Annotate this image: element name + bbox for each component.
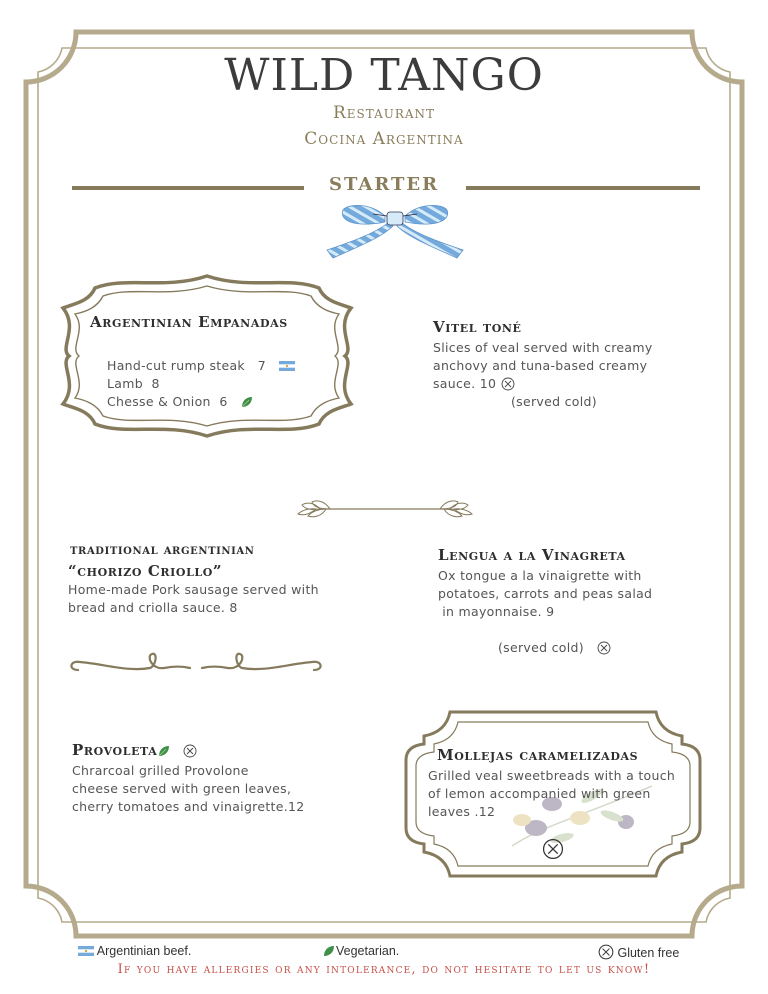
vegetarian-leaf-icon — [157, 744, 171, 758]
ornate-frame — [55, 268, 360, 444]
argentinian-flag-icon — [279, 361, 295, 371]
section-divider-left — [72, 186, 304, 190]
dish-description-line: of lemon accompanied with green — [428, 786, 651, 801]
legend-beef: Argentinian beef. — [78, 944, 191, 958]
dish-title-line: traditional argentinian — [70, 542, 255, 558]
item-label: Chesse & Onion — [107, 394, 211, 409]
restaurant-subtitle: Restaurant — [332, 103, 436, 123]
dish-description-line: leaves .12 — [428, 804, 496, 819]
legend-gluten-free: Gluten free — [598, 944, 679, 960]
item-price: 7 — [257, 358, 267, 373]
menu-item — [107, 357, 295, 375]
ribbon-bow-icon — [325, 200, 465, 262]
dish-description-line: sauce. 10 — [433, 375, 653, 393]
served-cold-note: (served cold) — [511, 394, 597, 409]
argentinian-flag-icon — [78, 946, 94, 956]
dish-description-line: Home-made Pork sausage served with — [68, 582, 319, 597]
dish-title: Provoleta — [72, 741, 305, 759]
dish-description-line: bread and criolla sauce. 8 — [68, 600, 238, 615]
item-label: Lamb — [107, 376, 143, 391]
dish-description-line: anchovy and tuna-based creamy — [433, 358, 648, 373]
flourish-divider-icon — [64, 648, 328, 678]
dish-description-line: in mayonnaise. 9 — [438, 604, 555, 619]
dish-description-line: Grilled veal sweetbreads with a touch — [428, 768, 676, 783]
dish-title: Vitel toné — [433, 318, 522, 336]
gluten-free-icon — [501, 377, 515, 391]
gluten-free-icon — [183, 744, 197, 758]
gluten-free-icon — [597, 641, 611, 655]
item-price: 8 — [151, 376, 160, 391]
dish-description-line: Chrarcoal grilled Provolone — [72, 763, 249, 778]
item-label: Hand-cut rump steak — [107, 358, 245, 373]
dish-provoleta — [72, 741, 305, 816]
dish-description-line: Ox tongue a la vinaigrette with — [438, 568, 642, 583]
dish-description-line: potatoes, carrots and peas salad — [438, 586, 653, 601]
vegetarian-leaf-icon — [322, 944, 336, 958]
dish-vitel-tone — [433, 318, 653, 411]
dish-title: Argentinian Empanadas — [90, 313, 288, 331]
gluten-free-icon — [542, 838, 564, 860]
section-divider-right — [466, 186, 700, 190]
restaurant-tagline: Cocina Argentina — [304, 129, 464, 149]
item-price: 6 — [219, 394, 228, 409]
laurel-divider-icon — [296, 496, 474, 522]
dish-lengua — [438, 546, 652, 657]
dish-description-line: cheese served with green leaves, — [72, 781, 292, 796]
legend-vegetarian: Vegetarian. — [322, 944, 399, 958]
dish-title: Lengua a la Vinagreta — [438, 546, 626, 564]
dish-title-line: “chorizo Criollo” — [68, 562, 223, 580]
served-cold-note: (served cold) — [438, 639, 652, 657]
dish-description-line: Slices of veal served with creamy — [433, 340, 653, 355]
vegetarian-leaf-icon — [240, 395, 254, 409]
dish-description-line: cherry tomatoes and vinaigrette.12 — [72, 799, 305, 814]
dish-chorizo — [70, 542, 319, 617]
gluten-free-icon — [598, 944, 614, 960]
menu-item — [107, 375, 160, 393]
dish-mollejas — [402, 708, 704, 880]
dish-description — [428, 767, 675, 821]
allergy-notice: If you have allergies or any intolerance, do not hesitate to let us know! — [117, 962, 651, 977]
menu-item — [107, 393, 254, 411]
section-title: STARTER — [328, 174, 440, 195]
dish-title: Mollejas caramelizadas — [437, 746, 639, 764]
restaurant-name: WILD TANGO — [224, 50, 544, 101]
dish-empanadas — [55, 268, 360, 444]
